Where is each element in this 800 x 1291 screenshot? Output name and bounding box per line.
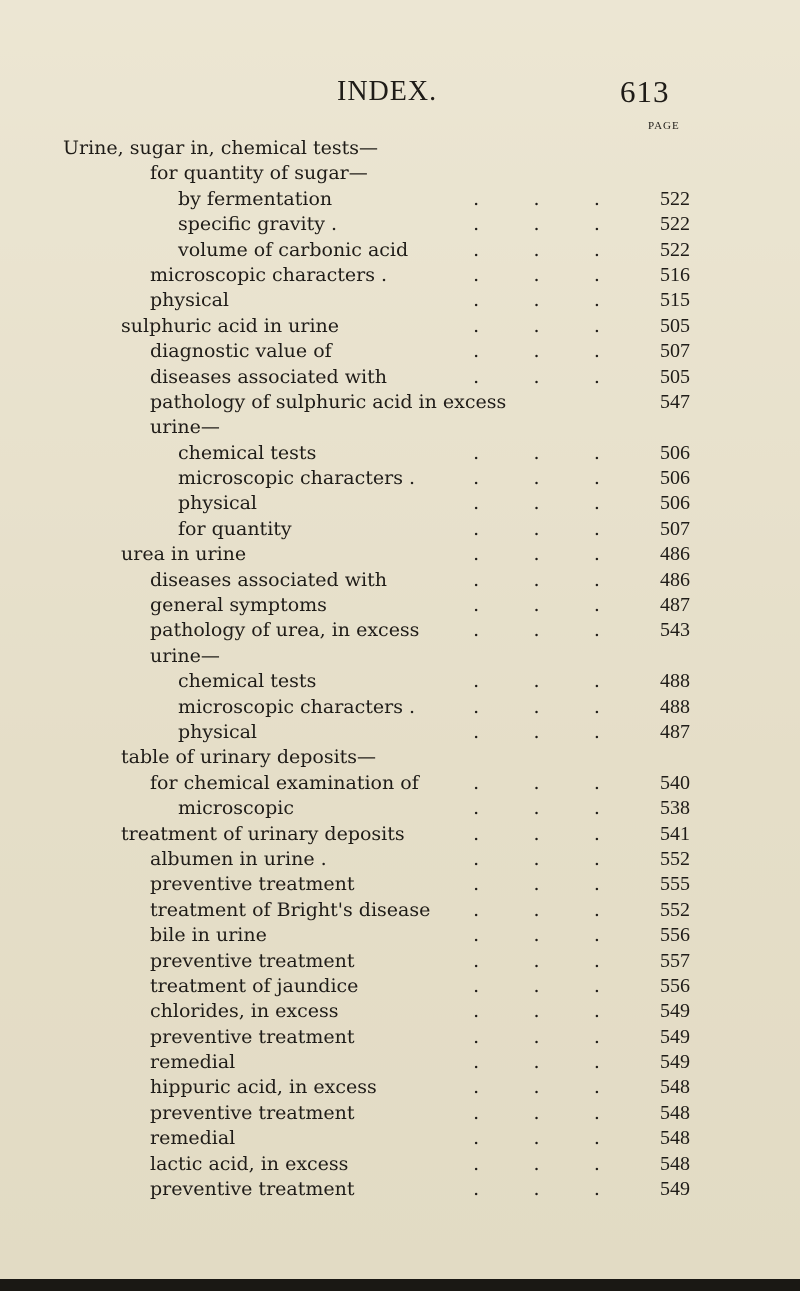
index-entry-page: 486: [660, 568, 690, 591]
index-entry-text: pathology of urea, in excess: [150, 619, 420, 642]
index-entry: [0, 745, 800, 770]
index-entry-text: preventive treatment: [150, 949, 355, 972]
index-entry: [0, 161, 800, 186]
dot-leader: . . .: [455, 1127, 600, 1150]
index-entry-page: 549: [660, 1178, 690, 1201]
index-entry-text: albumen in urine .: [150, 847, 327, 870]
index-entry-text: lactic acid, in excess: [150, 1152, 349, 1175]
dot-leader: . . .: [455, 263, 600, 286]
index-entry: [0, 999, 800, 1024]
scan-bottom-edge: [0, 1279, 800, 1291]
index-entry-text: for quantity: [178, 517, 292, 540]
index-entry: [0, 847, 800, 872]
index-entry: [0, 1152, 800, 1177]
dot-leader: . . .: [455, 1152, 600, 1175]
dot-leader: . . .: [455, 619, 600, 642]
index-entry-text: treatment of jaundice: [150, 974, 359, 997]
index-entry-text: specific gravity .: [178, 213, 338, 236]
index-entry: [0, 238, 800, 263]
index-entry-page: 548: [660, 1076, 690, 1099]
dot-leader: . . .: [455, 492, 600, 515]
dot-leader: . . .: [455, 467, 600, 490]
index-entry: [0, 136, 800, 161]
index-entry-page: 547: [660, 390, 690, 413]
index-entry-text: diseases associated with: [150, 365, 387, 388]
index-entry-page: 555: [660, 873, 690, 896]
index-entry-text: bile in urine: [150, 924, 267, 947]
index-entry: [0, 1177, 800, 1202]
index-entry-page: 516: [660, 263, 690, 286]
index-entry-text: urine—: [150, 416, 220, 439]
index-entry: [0, 618, 800, 643]
dot-leader: . . .: [455, 1178, 600, 1201]
index-entry-page: 548: [660, 1152, 690, 1175]
index-entry: [0, 542, 800, 567]
index-entry-text: chlorides, in excess: [150, 1000, 339, 1023]
index-entry-page: 507: [660, 340, 690, 363]
dot-leader: . . .: [455, 441, 600, 464]
index-entry-page: 506: [660, 467, 690, 490]
dot-leader: . . .: [455, 1101, 600, 1124]
index-entry: [0, 720, 800, 745]
index-entry: [0, 466, 800, 491]
dot-leader: . . .: [455, 847, 600, 870]
index-entry-list: [0, 136, 800, 1202]
index-entry-text: for chemical examination of: [150, 771, 419, 794]
index-entry: [0, 415, 800, 440]
index-entry: [0, 1075, 800, 1100]
index-entry-page: 548: [660, 1101, 690, 1124]
index-entry-text: for quantity of sugar—: [150, 162, 368, 185]
dot-leader: . . .: [455, 238, 600, 261]
dot-leader: . . .: [455, 340, 600, 363]
index-entry: [0, 491, 800, 516]
index-entry-text: urea in urine: [121, 543, 247, 566]
dot-leader: . . .: [455, 543, 600, 566]
index-entry-page: 543: [660, 619, 690, 642]
index-entry: [0, 288, 800, 313]
index-entry-text: sulphuric acid in urine: [121, 314, 340, 337]
index-entry-page: 556: [660, 974, 690, 997]
index-entry-page: 549: [660, 1025, 690, 1048]
dot-leader: . . .: [455, 213, 600, 236]
index-entry: [0, 314, 800, 339]
index-entry-page: 507: [660, 517, 690, 540]
index-entry-page: 506: [660, 492, 690, 515]
dot-leader: . . .: [455, 1076, 600, 1099]
index-entry-text: diseases associated with: [150, 568, 387, 591]
index-entry-page: 522: [660, 187, 690, 210]
index-entry: [0, 822, 800, 847]
index-entry: [0, 263, 800, 288]
dot-leader: . . .: [455, 289, 600, 312]
index-entry-text: physical: [178, 720, 258, 743]
index-entry-text: preventive treatment: [150, 873, 355, 896]
dot-leader: . . .: [455, 720, 600, 743]
index-entry: [0, 669, 800, 694]
index-entry-text: preventive treatment: [150, 1025, 355, 1048]
index-entry: [0, 441, 800, 466]
index-entry: [0, 1101, 800, 1126]
index-entry-text: general symptoms: [150, 594, 327, 617]
index-entry: [0, 898, 800, 923]
index-entry: [0, 1126, 800, 1151]
index-entry-text: microscopic characters .: [150, 263, 388, 286]
index-entry-text: chemical tests: [178, 441, 317, 464]
dot-leader: . . .: [455, 517, 600, 540]
index-entry: [0, 695, 800, 720]
index-entry-page: 549: [660, 1051, 690, 1074]
dot-leader: . . .: [455, 873, 600, 896]
dot-leader: . . .: [455, 898, 600, 921]
dot-leader: . . .: [455, 822, 600, 845]
index-entry-page: 486: [660, 543, 690, 566]
index-entry-page: 552: [660, 847, 690, 870]
index-entry-text: urine—: [150, 644, 220, 667]
index-entry-page: 548: [660, 1127, 690, 1150]
index-entry-page: 488: [660, 695, 690, 718]
index-entry: [0, 1050, 800, 1075]
page-column-label: PAGE: [648, 120, 680, 132]
index-entry-page: 557: [660, 949, 690, 972]
dot-leader: . . .: [455, 314, 600, 337]
index-entry-page: 487: [660, 720, 690, 743]
index-entry-page: 506: [660, 441, 690, 464]
dot-leader: . . .: [455, 1025, 600, 1048]
page-number: 613: [620, 74, 670, 109]
index-entry: [0, 593, 800, 618]
dot-leader: . . .: [455, 924, 600, 947]
dot-leader: . . .: [455, 695, 600, 718]
dot-leader: . . .: [455, 1000, 600, 1023]
index-entry: [0, 1025, 800, 1050]
index-entry-text: microscopic characters .: [178, 467, 416, 490]
index-entry-page: 505: [660, 314, 690, 337]
index-entry-page: 515: [660, 289, 690, 312]
running-head: [0, 72, 800, 108]
page-title: INDEX.: [337, 76, 438, 107]
index-entry-page: 552: [660, 898, 690, 921]
index-entry-text: remedial: [150, 1127, 236, 1150]
index-entry-page: 540: [660, 771, 690, 794]
index-entry-text: physical: [178, 492, 258, 515]
index-entry-page: 505: [660, 365, 690, 388]
index-entry-page: 522: [660, 238, 690, 261]
index-entry-page: 556: [660, 924, 690, 947]
index-entry-text: microscopic characters .: [178, 695, 416, 718]
index-entry: [0, 517, 800, 542]
dot-leader: . . .: [455, 568, 600, 591]
index-entry: [0, 568, 800, 593]
index-entry-text: treatment of Bright's disease: [150, 898, 431, 921]
index-entry-page: 541: [660, 822, 690, 845]
dot-leader: . . .: [455, 949, 600, 972]
index-entry-text: preventive treatment: [150, 1101, 355, 1124]
index-entry: [0, 872, 800, 897]
index-entry: [0, 974, 800, 999]
dot-leader: . . .: [455, 187, 600, 210]
index-entry-page: 487: [660, 594, 690, 617]
dot-leader: . . .: [455, 1051, 600, 1074]
dot-leader: . . .: [455, 670, 600, 693]
index-entry-text: by fermentation: [178, 187, 333, 210]
index-entry: [0, 390, 800, 415]
index-entry: [0, 365, 800, 390]
index-entry-text: table of urinary deposits—: [121, 746, 377, 769]
index-entry: [0, 796, 800, 821]
index-entry: [0, 212, 800, 237]
index-entry: [0, 187, 800, 212]
index-entry-page: 488: [660, 670, 690, 693]
dot-leader: . . .: [455, 974, 600, 997]
index-entry-text: Urine, sugar in, chemical tests—: [63, 137, 379, 159]
index-entry-text: treatment of urinary deposits: [121, 822, 405, 845]
index-entry-text: diagnostic value of: [150, 340, 332, 363]
index-entry: [0, 771, 800, 796]
index-entry: [0, 949, 800, 974]
index-entry-text: chemical tests: [178, 670, 317, 693]
index-entry-text: preventive treatment: [150, 1178, 355, 1201]
dot-leader: . . .: [455, 594, 600, 617]
dot-leader: . . .: [455, 797, 600, 820]
index-entry-text: microscopic: [178, 797, 294, 820]
index-entry-text: physical: [150, 289, 230, 312]
dot-leader: . . .: [455, 771, 600, 794]
dot-leader: . . .: [455, 365, 600, 388]
index-entry: [0, 644, 800, 669]
index-entry-page: 538: [660, 797, 690, 820]
index-entry-page: 522: [660, 213, 690, 236]
index-entry-text: remedial: [150, 1051, 236, 1074]
index-entry: [0, 923, 800, 948]
index-entry-text: hippuric acid, in excess: [150, 1076, 377, 1099]
index-entry-text: volume of carbonic acid: [178, 238, 409, 261]
index-entry-text: pathology of sulphuric acid in excess: [150, 390, 507, 413]
index-entry: [0, 339, 800, 364]
index-entry-page: 549: [660, 1000, 690, 1023]
